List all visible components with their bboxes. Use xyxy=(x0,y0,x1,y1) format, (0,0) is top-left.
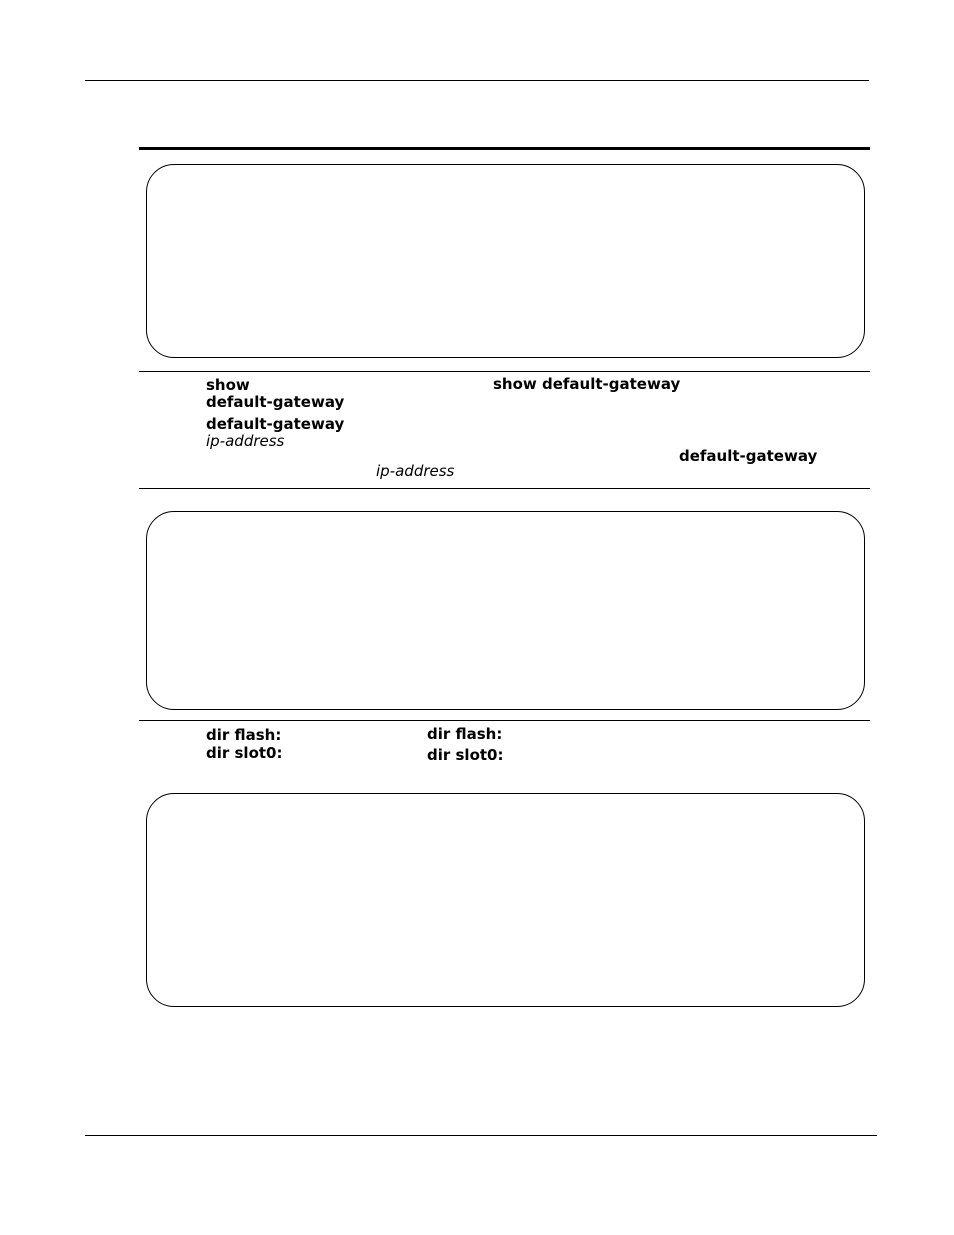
header-rule xyxy=(85,80,869,81)
kw-default-gateway: default-gateway xyxy=(206,393,345,411)
table-rule-1-bottom xyxy=(139,488,870,489)
cmd-show-default-gateway: show default-gateway xyxy=(493,375,681,393)
arg-ip-address: ip-address xyxy=(206,432,285,450)
cmd-show: show xyxy=(206,376,250,394)
example-box-3 xyxy=(146,793,865,1007)
example-box-1 xyxy=(146,164,865,358)
cmd-dir-slot0: dir slot0: xyxy=(206,744,283,762)
footer-rule xyxy=(85,1135,877,1136)
example-box-2 xyxy=(146,511,865,710)
cmd-dir-slot0: dir slot0: xyxy=(427,746,504,764)
arg-ip-address: ip-address xyxy=(376,462,455,480)
table-rule-2-top xyxy=(139,720,870,721)
kw-default-gateway: default-gateway xyxy=(206,415,345,433)
cmd-dir-flash: dir flash: xyxy=(427,725,503,743)
section-rule xyxy=(139,147,870,150)
kw-default-gateway: default-gateway xyxy=(679,447,818,465)
cmd-dir-flash: dir flash: xyxy=(206,726,282,744)
table-rule-1-top xyxy=(139,371,870,372)
